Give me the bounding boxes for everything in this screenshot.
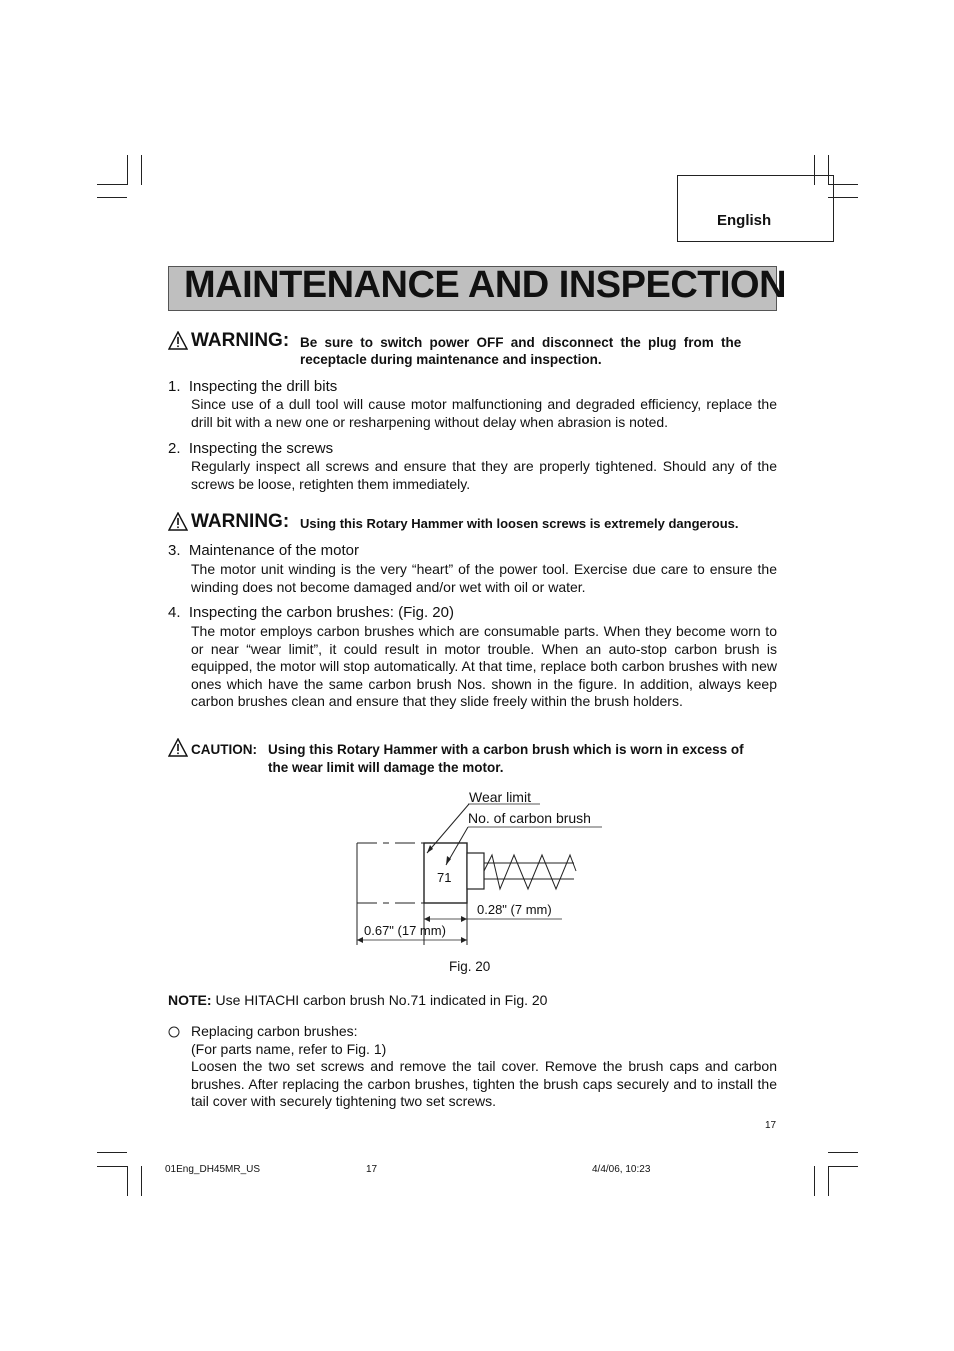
dimension-large: 0.67" (17 mm) xyxy=(364,923,446,938)
crop-mark xyxy=(141,155,142,185)
page-title: MAINTENANCE AND INSPECTION xyxy=(184,264,787,306)
caution-text: Using this Rotary Hammer with a carbon brush which is worn in excess of xyxy=(268,742,744,757)
replacing-reference: (For parts name, refer to Fig. 1) xyxy=(191,1041,387,1057)
note xyxy=(168,992,547,1008)
crop-mark xyxy=(97,184,127,185)
caution-text: the wear limit will damage the motor. xyxy=(268,760,504,775)
page-number: 17 xyxy=(765,1120,777,1131)
replacing-text: Loosen the two set screws and remove the tail cover. Remove the brush caps and carbon brushes. After replacing the carbon brushes, tighten the brush caps securely and to install the tail cover with securely tightening two set screws. xyxy=(191,1058,777,1110)
section-text: The motor unit winding is the very “heart” of the power tool. Exercise due care to ensure the winding does not become damaged and/or wet with oil or water. xyxy=(191,561,777,595)
footer-page: 17 xyxy=(366,1164,378,1175)
wear-limit-label: Wear limit xyxy=(469,789,531,805)
section-heading: 1. Inspecting the drill bits xyxy=(168,378,338,395)
brush-number-label: No. of carbon brush xyxy=(468,810,591,826)
replacing-heading: Replacing carbon brushes: xyxy=(191,1023,358,1039)
warning-triangle-icon xyxy=(168,331,188,350)
section-heading: 4. Inspecting the carbon brushes: (Fig. 20) xyxy=(168,604,454,621)
crop-mark xyxy=(97,1166,127,1167)
warning-triangle-icon xyxy=(168,512,188,531)
section-heading: 2. Inspecting the screws xyxy=(168,440,334,457)
footer-file: 01Eng_DH45MR_US xyxy=(165,1164,261,1175)
circle-bullet-icon xyxy=(168,1026,180,1038)
dimension-small: 0.28" (7 mm) xyxy=(477,902,552,917)
warning-text: Using this Rotary Hammer with loosen screws is extremely dangerous. xyxy=(300,516,739,531)
section-text: Since use of a dull tool will cause motor malfunctioning and degraded efficiency, replace the drill bit with a new one or resharpening without delay when abrasion is noted. xyxy=(191,396,777,430)
footer-date: 4/4/06, 10:23 xyxy=(592,1164,651,1175)
warning-text: receptacle during maintenance and inspection. xyxy=(300,352,602,367)
section-heading: 3. Maintenance of the motor xyxy=(168,542,359,559)
warning-triangle-icon xyxy=(168,738,188,757)
crop-mark xyxy=(828,1166,858,1167)
brush-number: 71 xyxy=(437,870,452,885)
language-tab xyxy=(677,175,834,242)
warning-text: Be sure to switch power OFF and disconnect the plug from the xyxy=(300,335,742,350)
warning-label: WARNING: xyxy=(191,511,290,532)
crop-mark xyxy=(97,197,127,198)
section-text: The motor employs carbon brushes which are consumable parts. When they become worn to or near “wear limit”, it could result in motor trouble. When an auto-stop carbon brush is equipped, the motor will stop automatically. At that time, replace both carbon brushes with new ones which have the same carbon brush Nos. shown in the figure. In addition, always keep carbon brushes clean and ensure that they slide freely within the brush holders. xyxy=(191,623,777,710)
crop-mark xyxy=(97,1152,127,1153)
figure-caption: Fig. 20 xyxy=(449,959,491,974)
crop-mark xyxy=(814,1166,815,1196)
note-text: Use HITACHI carbon brush No.71 indicated in Fig. 20 xyxy=(215,992,548,1008)
crop-mark xyxy=(127,1166,128,1196)
note-label: NOTE: xyxy=(168,992,212,1008)
crop-mark xyxy=(127,155,128,185)
warning-label: WARNING: xyxy=(191,330,290,351)
caution-label: CAUTION: xyxy=(191,742,257,757)
crop-mark xyxy=(828,1166,829,1196)
crop-mark xyxy=(141,1166,142,1196)
language-label: English xyxy=(717,212,772,229)
crop-mark xyxy=(828,1152,858,1153)
section-text: Regularly inspect all screws and ensure that they are properly tightened. Should any of the screws be loose, retighten them immediately. xyxy=(191,458,777,492)
